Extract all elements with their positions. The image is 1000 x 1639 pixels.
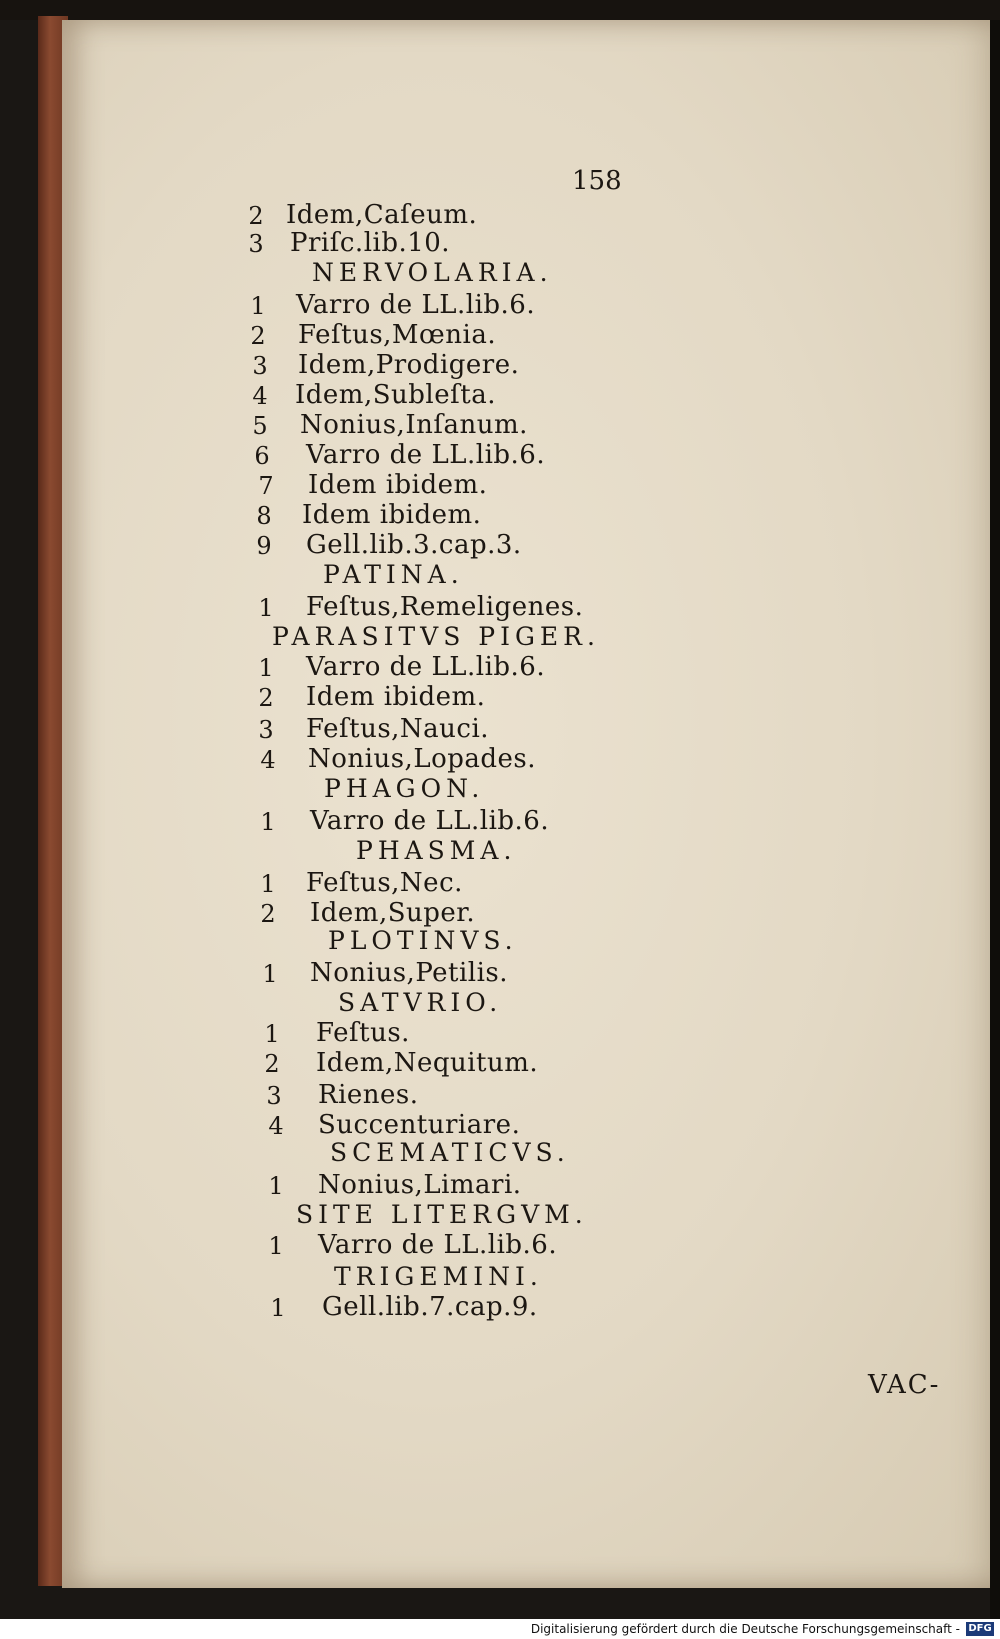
entry-number: 7 <box>258 472 274 500</box>
entry-citation: Feſtus,Remeligenes. <box>306 592 584 622</box>
dfg-logo: DFG <box>966 1622 994 1636</box>
entry-citation: Succenturiare. <box>318 1110 521 1140</box>
section-heading: SITE LITERGVM. <box>296 1200 588 1229</box>
entry-number: 4 <box>252 382 268 410</box>
entry-citation: Feſtus,Mœnia. <box>298 320 497 350</box>
section-heading: PHAGON. <box>324 774 485 803</box>
entry-citation: Rienes. <box>318 1080 419 1110</box>
entry-citation: Idem,Super. <box>310 898 476 928</box>
section-heading: SCEMATICVS. <box>330 1138 570 1167</box>
entry-citation: Varro de LL.lib.6. <box>306 652 546 682</box>
entry-number: 1 <box>268 1172 284 1200</box>
entry-citation: Nonius,Lopades. <box>308 744 537 774</box>
digitization-footer <box>0 1619 1000 1639</box>
entry-number: 1 <box>268 1232 284 1260</box>
section-heading: TRIGEMINI. <box>334 1262 543 1291</box>
entry-citation: Gell.lib.7.cap.9. <box>322 1292 538 1322</box>
section-heading: SATVRIO. <box>338 988 503 1017</box>
section-heading: PATINA. <box>323 560 464 589</box>
entry-citation: Feſtus. <box>316 1018 410 1048</box>
entry-citation: Varro de LL.lib.6. <box>318 1230 558 1260</box>
entry-number: 1 <box>250 292 266 320</box>
section-heading: PARASITVS PIGER. <box>272 622 600 651</box>
entry-number: 3 <box>252 352 268 380</box>
entry-number: 1 <box>260 870 276 898</box>
entry-citation: Nonius,Inſanum. <box>300 410 528 440</box>
entry-citation: Varro de LL.lib.6. <box>296 290 536 320</box>
entry-citation: Idem,Nequitum. <box>316 1048 539 1078</box>
entry-number: 2 <box>264 1050 280 1078</box>
section-heading: PHASMA. <box>356 836 517 865</box>
section-heading: NERVOLARIA. <box>312 258 553 287</box>
entry-number: 3 <box>248 230 264 258</box>
entry-number: 2 <box>248 202 264 230</box>
entry-citation: Nonius,Petilis. <box>310 958 509 988</box>
footer-credit: Digitalisierung gefördert durch die Deutsche Forschungsgemeinschaft - <box>530 1622 960 1636</box>
section-heading: PLOTINVS. <box>328 926 518 955</box>
entry-citation: Idem,Subleſta. <box>295 380 496 410</box>
entry-number: 1 <box>270 1294 286 1322</box>
entry-number: 1 <box>262 960 278 988</box>
entry-number: 5 <box>252 412 268 440</box>
entry-citation: Idem,Caſeum. <box>286 200 478 230</box>
entry-citation: Feſtus,Nec. <box>306 868 463 898</box>
entry-number: 1 <box>258 594 274 622</box>
catchword: VAC- <box>868 1370 941 1400</box>
entry-number: 2 <box>250 322 266 350</box>
entry-citation: Varro de LL.lib.6. <box>310 806 550 836</box>
page-number: 158 <box>572 166 622 196</box>
entry-citation: Nonius,Limari. <box>318 1170 522 1200</box>
entry-citation: Idem ibidem. <box>302 500 482 530</box>
entry-number: 8 <box>256 502 272 530</box>
entry-citation: Feſtus,Nauci. <box>306 714 490 744</box>
entry-citation: Varro de LL.lib.6. <box>306 440 546 470</box>
entry-number: 1 <box>264 1020 280 1048</box>
entry-number: 6 <box>254 442 270 470</box>
entry-number: 3 <box>266 1082 282 1110</box>
entry-number: 3 <box>258 716 274 744</box>
entry-number: 2 <box>260 900 276 928</box>
entry-number: 2 <box>258 684 274 712</box>
entry-citation: Idem ibidem. <box>306 682 486 712</box>
entry-citation: Priſc.lib.10. <box>290 228 451 258</box>
entry-number: 1 <box>260 808 276 836</box>
entry-number: 9 <box>256 532 272 560</box>
entry-number: 1 <box>258 654 274 682</box>
entry-citation: Idem ibidem. <box>308 470 488 500</box>
entry-citation: Gell.lib.3.cap.3. <box>306 530 522 560</box>
entry-number: 4 <box>260 746 276 774</box>
entry-citation: Idem,Prodigere. <box>298 350 520 380</box>
entry-number: 4 <box>268 1112 284 1140</box>
